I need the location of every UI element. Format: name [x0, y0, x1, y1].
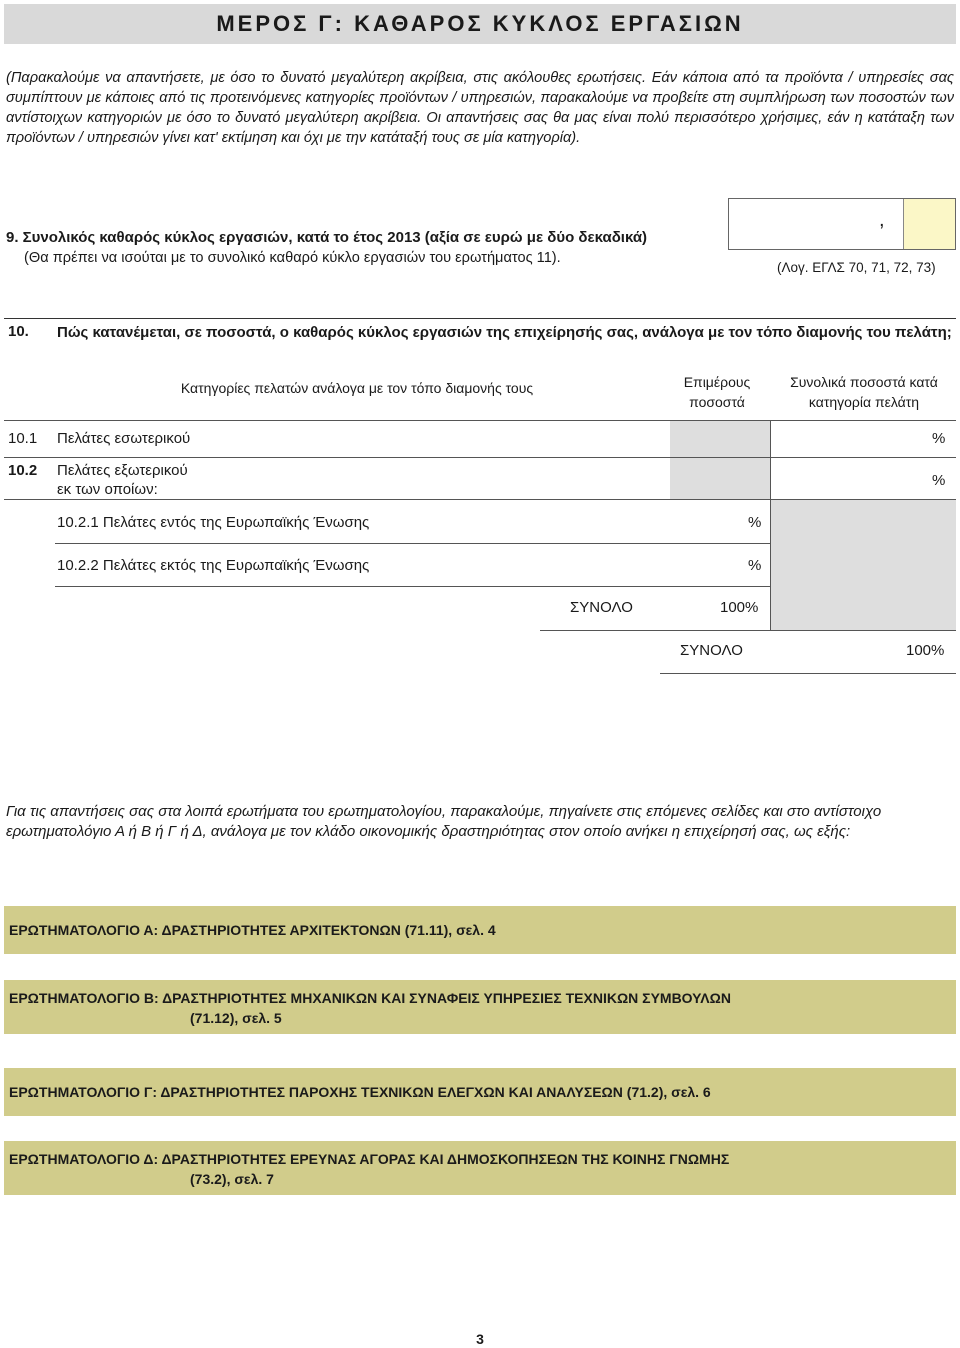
table-row-rule — [55, 586, 770, 587]
q9-sublabel: (Θα πρέπει να ισούται με το συνολικό καθαρό κύκλο εργασιών του ερωτήματος 11). — [24, 250, 561, 266]
q10-question: Πώς κατανέμεται, σε ποσοστά, ο καθαρός κύκλος εργασιών της επιχείρησής σας, ανάλογα με τον τόπο διαμονής του πελάτη; — [57, 324, 952, 341]
questionnaire-a-band — [4, 906, 956, 954]
shaded-cell — [771, 500, 956, 630]
q9-turnover-field[interactable] — [728, 198, 956, 250]
q10-number: 10. — [8, 323, 29, 340]
total-label: ΣΥΝΟΛΟ — [680, 642, 743, 659]
page-number: 3 — [476, 1331, 484, 1347]
row-10-2-percent-input[interactable]: % — [932, 472, 946, 489]
table-header-rule — [4, 420, 956, 421]
row-10-2-sublabel: εκ των οποίων: — [57, 481, 158, 498]
row-10-2-label: Πελάτες εξωτερικού — [57, 462, 188, 479]
section-title: ΜΕΡΟΣ Γ: ΚΑΘΑΡΟΣ ΚΥΚΛΟΣ ΕΡΓΑΣΙΩΝ — [4, 4, 956, 44]
col-header-category: Κατηγορίες πελατών ανάλογα με τον τόπο διαμονής τους — [180, 380, 534, 396]
questionnaire-d-title: ΕΡΩΤΗΜΑΤΟΛΟΓΙΟ Δ: ΔΡΑΣΤΗΡΙΟΤΗΤΕΣ ΕΡΕΥΝΑΣ ΑΓΟΡΑΣ ΚΑΙ ΔΗΜΟΣΚΟΠΗΣΕΩΝ ΤΗΣ ΚΟΙΝΗΣ ΓΝΩΜΗΣ — [9, 1151, 730, 1167]
col-header-total: Συνολικά ποσοστά κατά κατηγορία πελάτη — [790, 374, 938, 410]
shaded-cell — [670, 421, 770, 457]
questionnaire-b-title-cont: (71.12), σελ. 5 — [190, 1010, 282, 1026]
row-10-2-2-percent-input[interactable]: % — [748, 557, 762, 574]
row-10-2-1-label: 10.2.1 Πελάτες εντός της Ευρωπαϊκής Ένωσης — [57, 514, 370, 531]
row-10-1-label: Πελάτες εσωτερικού — [57, 430, 191, 447]
row-10-2-1-percent-input[interactable]: % — [748, 514, 762, 531]
shaded-cell — [670, 458, 770, 499]
questionnaire-d-title-cont: (73.2), σελ. 7 — [190, 1171, 274, 1187]
col-header-partial: Επιμέρους ποσοστά — [683, 374, 751, 410]
table-row-rule — [660, 673, 956, 674]
decimal-comma: , — [879, 209, 885, 231]
q9-label: 9. Συνολικός καθαρός κύκλος εργασιών, κατά το έτος 2013 (αξία σε ευρώ με δύο δεκαδικά) — [6, 229, 648, 246]
q9-cents-input[interactable] — [903, 199, 955, 249]
q10-top-rule — [4, 318, 956, 319]
total-value: 100% — [906, 642, 945, 659]
row-10-1-percent-input[interactable]: % — [932, 430, 946, 447]
instructions-paragraph: Για τις απαντήσεις σας στα λοιπά ερωτήματα του ερωτηματολογίου, παρακαλούμε, πηγαίνετε στις επόμενες σελίδες και στο αντίστοιχο ερωτηματολόγιο Α ή Β ή Γ ή Δ, ανάλογα με τον κλάδο οικονομικής δραστηριότητας στον οποίο ανήκει η επιχείρησή σας, ως εξής: — [6, 803, 882, 840]
questionnaire-c-title: ΕΡΩΤΗΜΑΤΟΛΟΓΙΟ Γ: ΔΡΑΣΤΗΡΙΟΤΗΤΕΣ ΠΑΡΟΧΗΣ ΤΕΧΝΙΚΩΝ ΕΛΕΓΧΩΝ ΚΑΙ ΑΝΑΛΥΣΕΩΝ (71.2), σελ. 6 — [9, 1084, 711, 1100]
table-row-rule — [55, 543, 770, 544]
row-10-2-2-label: 10.2.2 Πελάτες εκτός της Ευρωπαϊκής Ένωσης — [57, 557, 370, 574]
questionnaire-d-band — [4, 1141, 956, 1195]
questionnaire-c-band — [4, 1068, 956, 1116]
table-row-rule — [4, 457, 956, 458]
q9-accounting-ref: (Λογ. ΕΓΛΣ 70, 71, 72, 73) — [777, 260, 936, 275]
questionnaire-b-band — [4, 980, 956, 1034]
table-row-rule — [540, 630, 956, 631]
q9-euro-input[interactable] — [729, 199, 903, 249]
subtotal-value: 100% — [720, 599, 759, 616]
questionnaire-b-title: ΕΡΩΤΗΜΑΤΟΛΟΓΙΟ Β: ΔΡΑΣΤΗΡΙΟΤΗΤΕΣ ΜΗΧΑΝΙΚΩΝ ΚΑΙ ΣΥΝΑΦΕΙΣ ΥΠΗΡΕΣΙΕΣ ΤΕΧΝΙΚΩΝ ΣΥΜΒΟΥΛΩΝ — [9, 990, 731, 1006]
subtotal-label: ΣΥΝΟΛΟ — [570, 599, 633, 616]
row-10-1-number: 10.1 — [8, 430, 38, 447]
questionnaire-a-title: ΕΡΩΤΗΜΑΤΟΛΟΓΙΟ Α: ΔΡΑΣΤΗΡΙΟΤΗΤΕΣ ΑΡΧΙΤΕΚΤΟΝΩΝ (71.11), σελ. 4 — [9, 922, 496, 938]
row-10-2-number: 10.2 — [8, 462, 38, 479]
intro-paragraph: (Παρακαλούμε να απαντήσετε, με όσο το δυνατό μεγαλύτερη ακρίβεια, στις ακόλουθες ερωτήσεις. Εάν κάποια από τα προϊόντα / υπηρεσίες σας συμπίπτουν με κάποιες από τις προτεινόμενες κατηγορίες προϊόντων / υπηρεσιών, παρακαλούμε να προβείτε στη συμπλήρωση των ποσοστών των αντίστοιχων κατηγοριών με όσο το δυνατό μεγαλύτερη ακρίβεια. Οι απαντήσεις σας θα μας είναι πολύ περισσότερο χρήσιμες, εάν η κατάταξη των προϊόντων / υπηρεσιών γίνει κατ' εκτίμηση και όχι με την κατάταξή τους σε μία κατηγορία). — [6, 70, 954, 146]
